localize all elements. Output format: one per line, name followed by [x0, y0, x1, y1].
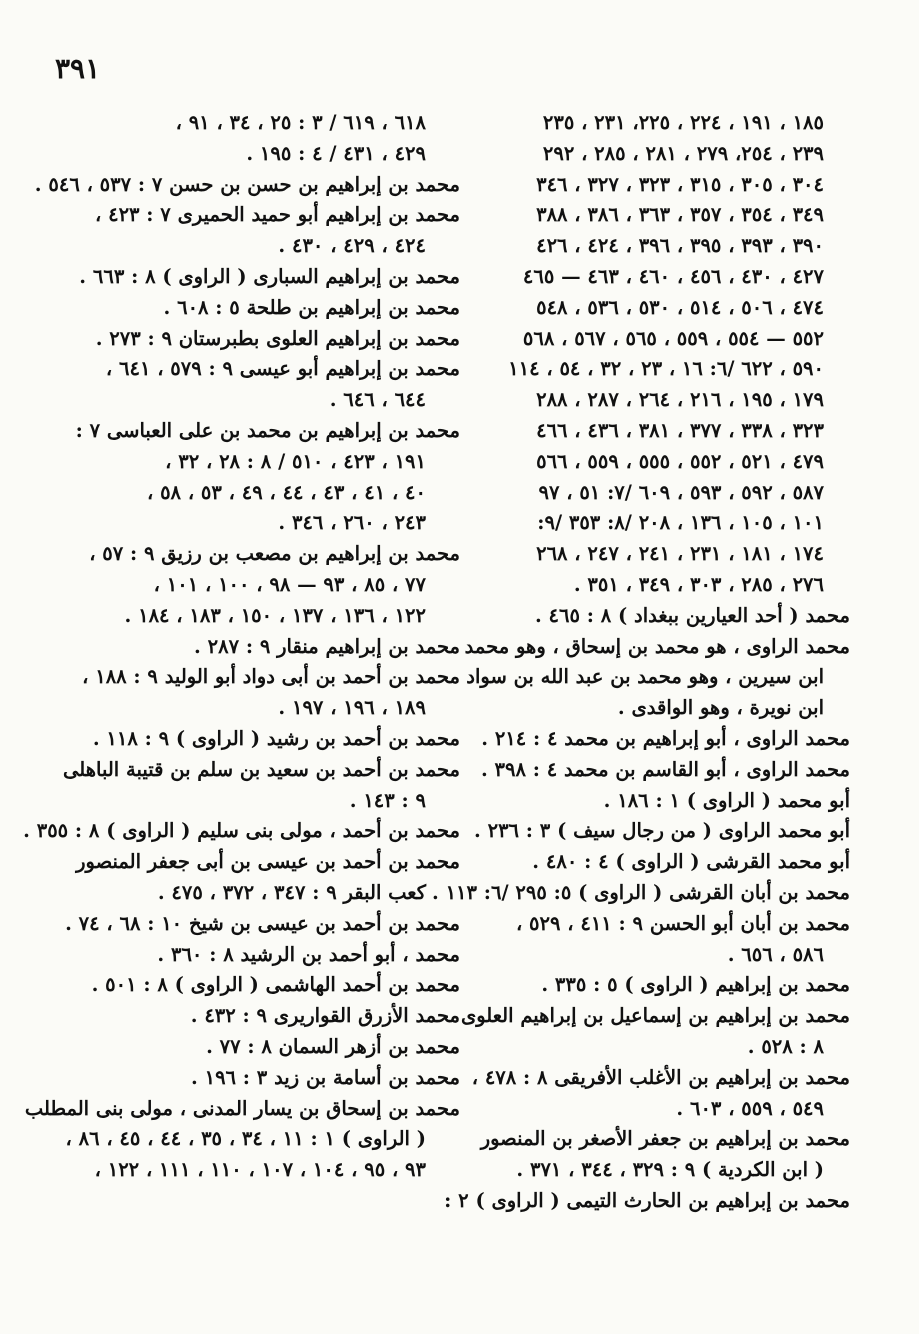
index-continuation-line: ٥٥٢ — ٥٥٤ ، ٥٥٩ ، ٥٦٥ ، ٥٦٧ ، ٥٦٨	[522, 326, 824, 350]
index-column-left	[23, 108, 460, 1186]
index-entry-line: أبو محمد القرشى ( الراوى ) ٤ : ٤٨٠ .	[532, 850, 850, 874]
index-continuation-line: ٤٧٩ ، ٥٢١ ، ٥٥٢ ، ٥٥٥ ، ٥٥٩ ، ٥٦٦	[536, 449, 824, 473]
index-continuation-line: ٣٤٩ ، ٣٥٤ ، ٣٥٧ ، ٣٦٣ ، ٣٨٦ ، ٣٨٨	[536, 203, 824, 227]
index-entry-line: محمد بن إبراهيم ( الراوى ) ٥ : ٣٣٥ .	[541, 973, 850, 997]
index-continuation-line: ١٨٩ ، ١٩٦ ، ١٩٧ .	[278, 696, 426, 720]
index-continuation-line: ٥٨٧ ، ٥٩٢ ، ٥٩٣ ، ٦٠٩ /٧: ٥١ ، ٩٧	[538, 480, 824, 504]
index-continuation-line: ٣٩٠ ، ٣٩٣ ، ٣٩٥ ، ٣٩٦ ، ٤٢٤ ، ٤٢٦	[536, 234, 824, 258]
index-continuation-line: ٥٩٠ ، ٦٢٢ /٦: ١٦ ، ٢٣ ، ٣٢ ، ٥٤ ، ١١٤	[508, 357, 824, 381]
index-entry-line: محمد بن أبان القرشى ( الراوى ) ٥: ٢٩٥ /٦: ١١٣ .	[432, 880, 850, 904]
index-entry-line: محمد بن إبراهيم السبارى ( الراوى ) ٨ : ٦٦٣ .	[79, 264, 460, 288]
index-entry-line: محمد بن إسحاق بن يسار المدنى ، مولى بنى المطلب	[24, 1096, 460, 1120]
index-entry-line: محمد بن أسامة بن زيد ٣ : ١٩٦ .	[191, 1065, 460, 1089]
index-entry-line: محمد بن إبراهيم بن الأغلب الأفريقى ٨ : ٤٧٨ ،	[471, 1065, 850, 1089]
index-continuation-line: ١٧٤ ، ١٨١ ، ٢٣١ ، ٢٤١ ، ٢٤٧ ، ٢٦٨	[536, 542, 824, 566]
index-continuation-line: ٤٧٤ ، ٥٠٦ ، ٥١٤ ، ٥٣٠ ، ٥٣٦ ، ٥٤٨	[536, 295, 824, 319]
index-entry-line: محمد ( أحد العيارين ببغداد ) ٨ : ٤٦٥ .	[534, 603, 850, 627]
index-entry-line: محمد بن أحمد بن عيسى بن أبى جعفر المنصور	[76, 850, 460, 874]
index-entry-line: محمد بن أحمد بن رشيد ( الراوى ) ٩ : ١١٨ .	[92, 726, 460, 750]
index-continuation-line: ابن سيرين ، وهو محمد بن عبد الله بن سواد	[466, 665, 824, 689]
index-continuation-line: ٢٧٦ ، ٢٨٥ ، ٣٠٣ ، ٣٤٩ ، ٣٥١ .	[573, 572, 824, 596]
index-entry-line: محمد بن إبراهيم منقار ٩ : ٢٨٧ .	[194, 634, 460, 658]
index-entry-line: محمد بن إبراهيم بن جعفر الأصغر بن المنصور	[480, 1127, 850, 1151]
index-continuation-line: ٤٠ ، ٤١ ، ٤٣ ، ٤٤ ، ٤٩ ، ٥٣ ، ٥٨ ،	[146, 480, 426, 504]
index-continuation-line: ١٧٩ ، ١٩٥ ، ٢١٦ ، ٢٦٤ ، ٢٨٧ ، ٢٨٨	[536, 388, 824, 412]
index-entry-line: محمد بن أحمد ، مولى بنى سليم ( الراوى ) ٨ : ٣٥٥ .	[23, 819, 460, 843]
index-entry-line: محمد بن إبراهيم أبو عيسى ٩ : ٥٧٩ ، ٦٤١ ،	[105, 357, 460, 381]
index-continuation-line: ٤٢٩ ، ٤٣١ / ٤ : ١٩٥ .	[246, 141, 426, 165]
index-entry-line: محمد بن إبراهيم أبو حميد الحميرى ٧ : ٤٢٣ ،	[95, 203, 460, 227]
index-entry-line: أبو محمد ( الراوى ) ١ : ١٨٦ .	[603, 788, 850, 812]
index-entry-line: محمد بن إبراهيم بن محمد بن على العباسى ٧ :	[75, 418, 460, 442]
index-entry-line: محمد بن أحمد بن أبى دواد أبو الوليد ٩ : ١٨٨ ،	[82, 665, 460, 689]
index-entry-line: محمد الراوى ، أبو القاسم بن محمد ٤ : ٣٩٨ .	[480, 757, 850, 781]
index-entry-line: محمد بن أحمد بن سعيد بن سلم بن قتيبة الباهلى	[63, 757, 460, 781]
index-continuation-line: ٣٠٤ ، ٣٠٥ ، ٣١٥ ، ٣٢٣ ، ٣٢٧ ، ٣٤٦	[536, 172, 824, 196]
index-continuation-line: ٦١٨ ، ٦١٩ / ٣ : ٢٥ ، ٣٤ ، ٩١ ،	[175, 111, 426, 134]
index-continuation-line: كعب البقر ٩ : ٣٤٧ ، ٣٧٢ ، ٤٧٥ .	[157, 880, 426, 904]
index-continuation-line: ١٢٢ ، ١٣٦ ، ١٣٧ ، ١٥٠ ، ١٨٣ ، ١٨٤ .	[124, 603, 426, 627]
index-entry-line: محمد بن إبراهيم العلوى بطبرستان ٩ : ٢٧٣ .	[95, 326, 460, 350]
index-continuation-line: ٥٤٩ ، ٥٥٩ ، ٦٠٣ .	[676, 1096, 824, 1120]
index-continuation-line: ٩٣ ، ٩٥ ، ١٠٤ ، ١٠٧ ، ١١٠ ، ١١١ ، ١٢٢ ،	[94, 1158, 426, 1182]
index-entry-line: محمد الراوى ، أبو إبراهيم بن محمد ٤ : ٢١٤ .	[481, 726, 850, 750]
index-continuation-line: ٦٤٤ ، ٦٤٦ .	[329, 388, 426, 412]
index-continuation-line: ١٠١ ، ١٠٥ ، ١٣٦ ، ٢٠٨ /٨: ٣٥٣ /٩:	[537, 511, 824, 535]
index-entry-line: محمد بن إبراهيم بن إسماعيل بن إبراهيم العلوى	[460, 1004, 850, 1028]
index-entry-line: محمد بن إبراهيم بن مصعب بن رزيق ٩ : ٥٧ ،	[89, 542, 460, 566]
index-continuation-line: ٥٨٦ ، ٦٥٦ .	[727, 942, 824, 966]
index-continuation-line: ٤٢٧ ، ٤٣٠ ، ٤٥٦ ، ٤٦٠ ، ٤٦٣ — ٤٦٥	[522, 264, 824, 288]
index-entry-line: محمد الراوى ، هو محمد بن إسحاق ، وهو محمد	[464, 634, 850, 658]
index-entry-line: أبو محمد الراوى ( من رجال سيف ) ٣ : ٢٣٦ .	[474, 819, 850, 843]
index-continuation-line: ( ابن الكردية ) ٩ : ٣٢٩ ، ٣٤٤ ، ٣٧١ .	[516, 1158, 824, 1182]
index-entry-line: محمد بن إبراهيم بن الحارث التيمى ( الراوى ) ٢ :	[444, 1188, 850, 1212]
index-continuation-line: ٨ : ٥٢٨ .	[747, 1034, 824, 1058]
index-entry-line: محمد بن أحمد بن عيسى بن شيخ ١٠ : ٦٨ ، ٧٤ .	[65, 911, 460, 935]
index-continuation-line: ١٨٥ ، ١٩١ ، ٢٢٤ ، ٢٢٥، ٢٣١ ، ٢٣٥	[542, 111, 824, 134]
index-continuation-line: ابن نويرة ، وهو الواقدى .	[617, 696, 824, 720]
index-entry-line: محمد بن أزهر السمان ٨ : ٧٧ .	[206, 1034, 460, 1058]
index-continuation-line: ١٩١ ، ٤٢٣ ، ٥١٠ / ٨ : ٢٨ ، ٣٢ ،	[165, 449, 426, 473]
index-entry-line: محمد بن إبراهيم بن حسن بن حسن ٧ : ٥٣٧ ، ٥٤٦ .	[34, 172, 460, 196]
index-entry-line: محمد ، أبو أحمد بن الرشيد ٨ : ٣٦٠ .	[157, 942, 460, 966]
index-continuation-line: ٢٤٣ ، ٢٦٠ ، ٣٤٦ .	[278, 511, 426, 535]
index-continuation-line: ٩ : ١٤٣ .	[349, 788, 426, 812]
index-entry-line: محمد بن أبان أبو الحسن ٩ : ٤١١ ، ٥٢٩ ،	[515, 911, 850, 935]
index-continuation-line: ٢٣٩ ، ٢٥٤، ٢٧٩ ، ٢٨١ ، ٢٨٥ ، ٢٩٢	[542, 141, 824, 165]
index-continuation-line: ( الراوى ) ١ : ١١ ، ٣٤ ، ٣٥ ، ٤٤ ، ٤٥ ، ٨٦ ،	[65, 1127, 426, 1151]
index-continuation-line: ٧٧ ، ٨٥ ، ٩٣ — ٩٨ ، ١٠٠ ، ١٠١ ،	[153, 572, 426, 596]
index-entry-line: محمد بن أحمد الهاشمى ( الراوى ) ٨ : ٥٠١ .	[91, 973, 460, 997]
index-entry-line: محمد بن إبراهيم بن طلحة ٥ : ٦٠٨ .	[163, 295, 460, 319]
index-column-right	[432, 108, 850, 1217]
index-entry-line: محمد الأزرق القواريرى ٩ : ٤٣٢ .	[190, 1004, 460, 1028]
index-continuation-line: ٣٢٣ ، ٣٣٨ ، ٣٧٧ ، ٣٨١ ، ٤٣٦ ، ٤٦٦	[536, 418, 824, 442]
page-number: ٣٩١	[55, 52, 101, 85]
index-continuation-line: ٤٢٤ ، ٤٢٩ ، ٤٣٠ .	[278, 234, 426, 258]
